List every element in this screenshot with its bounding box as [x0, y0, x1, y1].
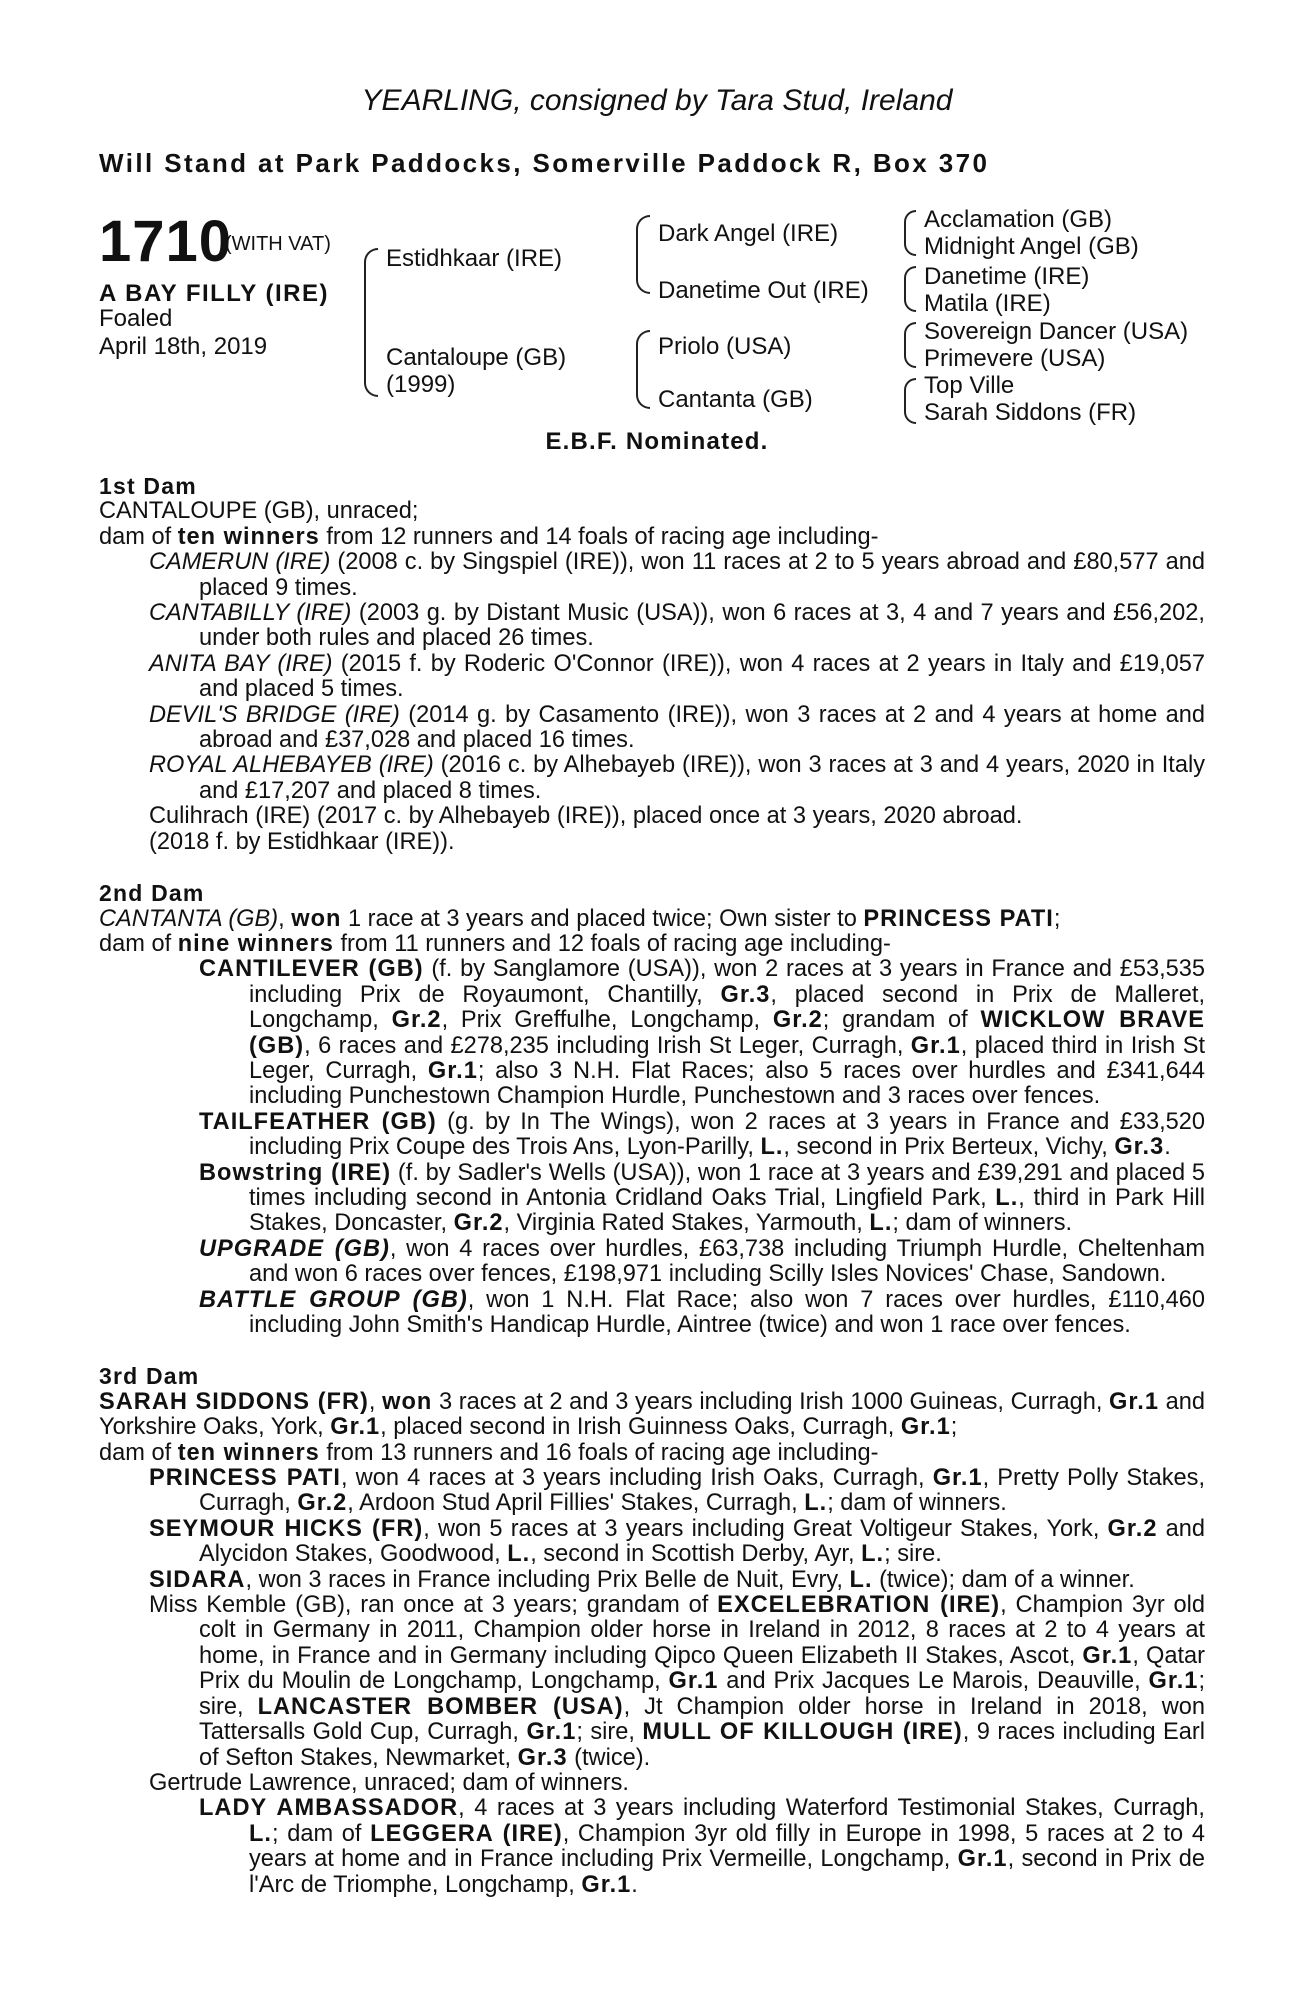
produce-entry: SEYMOUR HICKS (FR), won 5 races at 3 years including Great Voltigeur Stakes, York, Gr.2 and Alycidon Stakes, Goodwood, L., second in Scottish Derby, Ayr, L.; sire. [149, 1515, 1206, 1568]
second-dam-produce-summary: dam of nine winners from 11 runners and 12 foals of racing age including- [99, 930, 891, 957]
lot-number: 1710 [99, 209, 233, 274]
pedigree-bracket-g12 [904, 210, 916, 256]
pedigree-dam-year: (1999) [386, 371, 456, 398]
produce-entry: SIDARA, won 3 races in France including Prix Belle de Nuit, Evry, L. (twice); dam of a winner. [149, 1566, 1135, 1593]
pedigree-g5: Sovereign Dancer (USA) [924, 318, 1189, 345]
first-dam-produce-summary: dam of ten winners from 12 runners and 14 foals of racing age including- [99, 523, 879, 550]
pedigree-bracket-g34 [904, 266, 916, 312]
catalogue-body [99, 474, 1205, 1898]
pedigree-dam-sire: Priolo (USA) [658, 333, 792, 360]
second-dam-heading: 2nd Dam [99, 880, 205, 907]
produce-entry: CAMERUN (IRE) (2008 c. by Singspiel (IRE)), won 11 races at 2 to 5 years abroad and £80,577 and placed 9 times. [149, 549, 1205, 601]
foaled-date: April 18th, 2019 [99, 333, 268, 360]
first-dam-heading: 1st Dam [99, 473, 197, 499]
pedigree-g4: Matila (IRE) [924, 290, 1051, 317]
produce-entry: Culihrach (IRE) (2017 c. by Alhebayeb (IRE)), placed once at 3 years, 2020 abroad. [149, 803, 1023, 830]
pedigree-g6: Primevere (USA) [924, 345, 1106, 372]
pedigree-bracket-gen1 [364, 248, 378, 397]
produce-entry: Miss Kemble (GB), ran once at 3 years; grandam of EXCELEBRATION (IRE), Champion 3yr old colt in Germany in 2011, Champion older horse in Ireland in 2012, 8 races at 2 to 4 years at home, in France and in Germany including Qipco Queen Elizabeth II Stakes, Ascot, Gr.1, Qatar Prix du Moulin de Longchamp, Longchamp, Gr.1 and Prix Jacques Le Marois, Deauville, Gr.1; sire, LANCASTER BOMBER (USA), Jt Champion older horse in Ireland in 2018, won Tattersalls Gold Cup, Curragh, Gr.1; sire, MULL OF KILLOUGH (IRE), 9 races including Earl of Sefton Stakes, Newmarket, Gr.3 (twice). [149, 1592, 1206, 1771]
first-dam-intro: CANTALOUPE (GB), unraced; [99, 498, 419, 525]
pedigree-sire: Estidhkaar (IRE) [386, 245, 563, 272]
third-dam-produce-summary: dam of ten winners from 13 runners and 16 foals of racing age including- [99, 1439, 879, 1466]
pedigree-bracket-sire [636, 215, 650, 294]
pedigree-bracket-g56 [904, 322, 916, 368]
location-line: Will Stand at Park Paddocks, Somerville Paddock R, Box 370 [99, 148, 990, 178]
pedigree-dam: Cantaloupe (GB) [386, 344, 567, 371]
produce-entry: BATTLE GROUP (GB), won 1 N.H. Flat Race; also won 7 races over hurdles, £110,460 including John Smith's Handicap Hurdle, Aintree (twice) and won 1 race over fences. [199, 1286, 1205, 1338]
third-dam-heading: 3rd Dam [99, 1363, 200, 1390]
produce-entry: ANITA BAY (IRE) (2015 f. by Roderic O'Connor (IRE)), won 4 races at 2 years in Italy and £19,057 and placed 5 times. [149, 650, 1205, 703]
pedigree-g8: Sarah Siddons (FR) [924, 399, 1137, 426]
produce-entry: LADY AMBASSADOR, 4 races at 3 years including Waterford Testimonial Stakes, Curragh, L.; dam of LEGGERA (IRE), Champion 3yr old filly in Europe in 1998, 5 races at 2 to 4 years at home and in France including Prix Vermeille, Longchamp, Gr.1, second in Prix de l'Arc de Triomphe, Longchamp, Gr.1. [199, 1795, 1205, 1898]
produce-entry: CANTABILLY (IRE) (2003 g. by Distant Music (USA)), won 6 races at 3, 4 and 7 years and £56,202, under both rules and placed 26 times. [149, 600, 1205, 652]
ebf-nomination: E.B.F. Nominated. [545, 428, 769, 455]
horse-description: A BAY FILLY (IRE) [99, 280, 329, 307]
pedigree-bracket-g78 [904, 378, 916, 424]
pedigree-g2: Midnight Angel (GB) [924, 233, 1139, 260]
second-dam-intro: CANTANTA (GB), won 1 race at 3 years and placed twice; Own sister to PRINCESS PATI; [99, 905, 1061, 932]
produce-entry: UPGRADE (GB), won 4 races over hurdles, £63,738 including Triumph Hurdle, Cheltenham and won 6 races over fences, £198,971 including Scilly Isles Novices' Chase, Sandown. [199, 1235, 1205, 1288]
catalogue-heading: YEARLING, consigned by Tara Stud, Ireland [361, 84, 953, 117]
produce-entry: Bowstring (IRE) (f. by Sadler's Wells (USA)), won 1 race at 3 years and £39,291 and placed 5 times including second in Antonia Cridland Oaks Trial, Lingfield Park, L., third in Park Hill Stakes, Doncaster, Gr.2, Virginia Rated Stakes, Yarmouth, L.; dam of winners. [199, 1159, 1206, 1237]
produce-entry: ROYAL ALHEBAYEB (IRE) (2016 c. by Alhebayeb (IRE)), won 3 races at 3 and 4 years, 2020 in Italy and £17,207 and placed 8 times. [149, 752, 1205, 804]
produce-entry: DEVIL'S BRIDGE (IRE) (2014 g. by Casamento (IRE)), won 3 races at 2 and 4 years at home and abroad and £37,028 and placed 16 times. [149, 701, 1205, 754]
pedigree-dam-dam: Cantanta (GB) [658, 386, 813, 413]
vat-note: (WITH VAT) [225, 233, 331, 255]
pedigree-g7: Top Ville [924, 372, 1015, 399]
third-dam-intro: SARAH SIDDONS (FR), won 3 races at 2 and 3 years including Irish 1000 Guineas, Curragh, Gr.1 and Yorkshire Oaks, York, Gr.1, placed second in Irish Guinness Oaks, Curragh, Gr.1; [99, 1388, 1205, 1441]
pedigree-sire-dam: Danetime Out (IRE) [658, 277, 869, 304]
foaled-label: Foaled [99, 305, 173, 332]
pedigree-sire-sire: Dark Angel (IRE) [658, 220, 839, 247]
produce-entry: TAILFEATHER (GB) (g. by In The Wings), won 2 races at 3 years in France and £33,520 including Prix Coupe des Trois Ans, Lyon-Parilly, L., second in Prix Berteux, Vichy, Gr.3. [199, 1108, 1205, 1161]
pedigree-g1: Acclamation (GB) [924, 206, 1113, 233]
produce-entry: (2018 f. by Estidhkaar (IRE)). [149, 828, 455, 855]
produce-entry: CANTILEVER (GB) (f. by Sanglamore (USA)), won 2 races at 3 years in France and £53,535 including Prix de Royaumont, Chantilly, Gr.3, placed second in Prix de Malleret, Longchamp, Gr.2, Prix Greffulhe, Longchamp, Gr.2; grandam of WICKLOW BRAVE (GB), 6 races and £278,235 including Irish St Leger, Curragh, Gr.1, placed third in Irish St Leger, Curragh, Gr.1; also 3 N.H. Flat Races; also 5 races over hurdles and £341,644 including Punchestown Champion Hurdle, Punchestown and 3 races over fences. [199, 956, 1206, 1110]
pedigree-g3: Danetime (IRE) [924, 263, 1090, 290]
produce-entry: Gertrude Lawrence, unraced; dam of winners. [149, 1769, 629, 1796]
pedigree-bracket-dam [636, 330, 650, 409]
produce-entry: PRINCESS PATI, won 4 races at 3 years including Irish Oaks, Curragh, Gr.1, Pretty Polly Stakes, Curragh, Gr.2, Ardoon Stud April Fillies' Stakes, Curragh, L.; dam of winners. [149, 1465, 1205, 1517]
